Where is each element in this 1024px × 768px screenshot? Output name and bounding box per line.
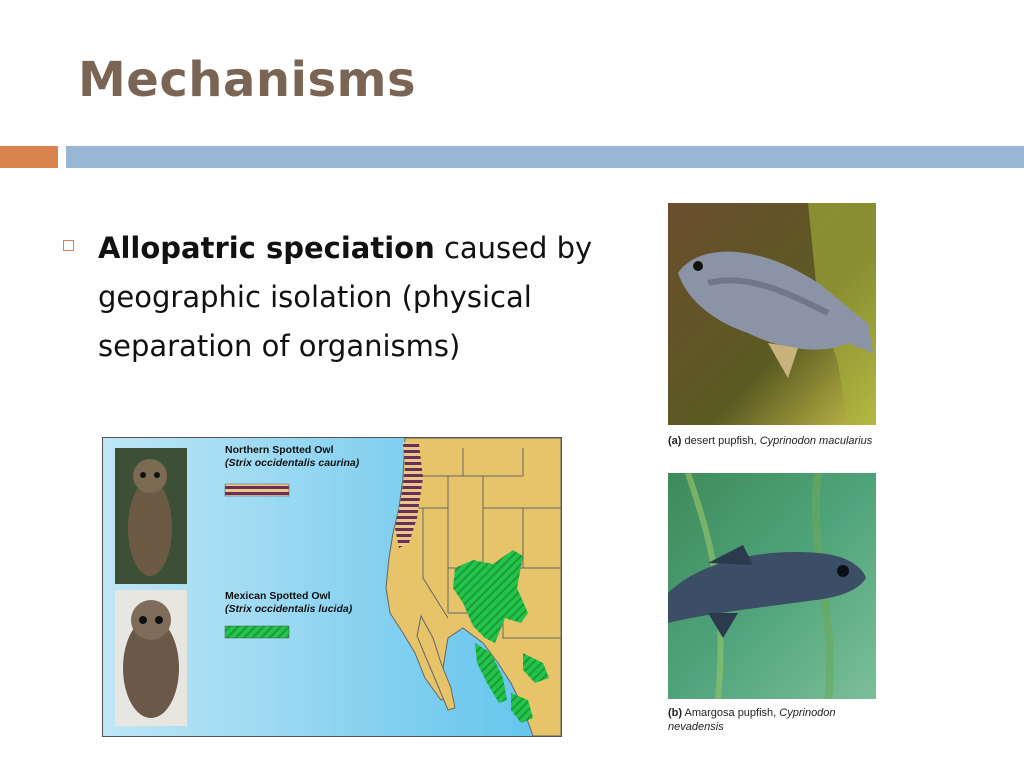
spotted-owl-range-map bbox=[102, 437, 562, 737]
title-accent-bar-orange bbox=[0, 146, 58, 168]
northern-owl-label: Northern Spotted Owl bbox=[225, 444, 334, 456]
bullet-bold-term: Allopatric speciation bbox=[98, 231, 435, 265]
mexican-owl-label: Mexican Spotted Owl bbox=[225, 590, 331, 602]
bullet-square-icon bbox=[63, 240, 74, 251]
fish-caption-a: (a) desert pupfish, Cyprinodon macularius bbox=[668, 435, 873, 447]
amargosa-pupfish-photo bbox=[668, 473, 876, 699]
title-accent-bar-blue bbox=[66, 146, 1024, 168]
mexican-owl-scientific: (Strix occidentalis lucida) bbox=[225, 603, 353, 615]
slide-title: Mechanisms bbox=[78, 52, 417, 108]
desert-pupfish-photo bbox=[668, 203, 876, 425]
fish-caption-b: (b) Amargosa pupfish, Cyprinodon nevadensis bbox=[668, 707, 836, 733]
bullet-description: caused by geographic isolation (physical separation of organisms) bbox=[98, 231, 593, 363]
northern-owl-scientific: (Strix occidentalis caurina) bbox=[225, 457, 360, 469]
bullet-text bbox=[98, 224, 598, 371]
